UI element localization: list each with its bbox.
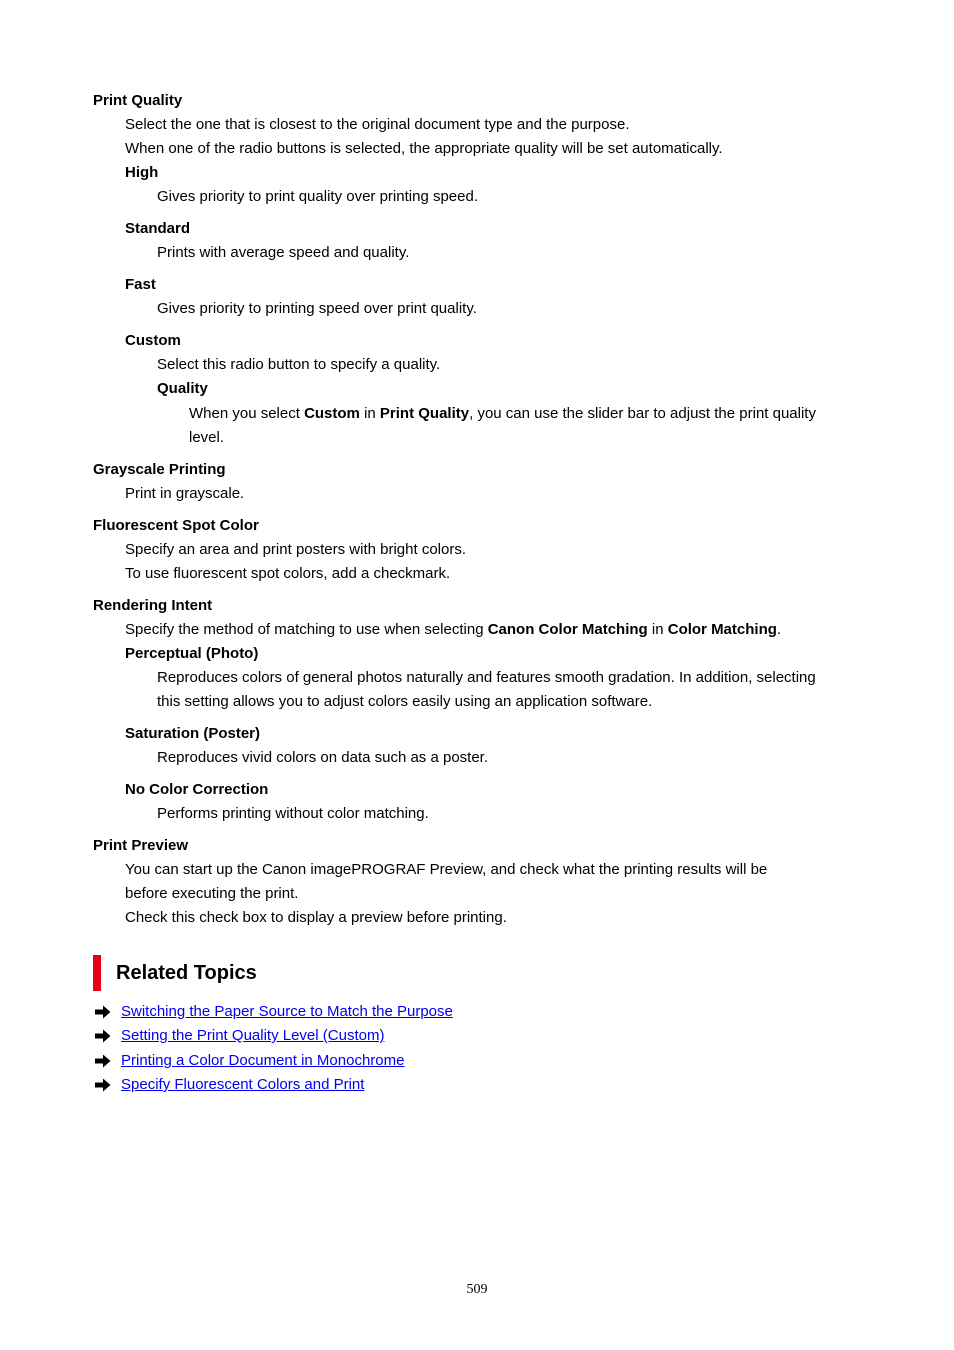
arrow-right-icon — [95, 1029, 111, 1043]
rendering-intent-heading: Rendering Intent — [93, 597, 213, 614]
high-desc: Gives priority to print quality over printing speed. — [157, 188, 478, 205]
high-label: High — [125, 164, 159, 181]
arrow-right-icon — [95, 1005, 111, 1019]
print-preview-heading: Print Preview — [93, 837, 189, 854]
related-topics-title: Related Topics — [116, 962, 257, 984]
quality-desc-line-2: level. — [189, 429, 225, 446]
grayscale-heading: Grayscale Printing — [93, 461, 226, 478]
print-preview-desc-1: You can start up the Canon imagePROGRAF Preview, and check what the printing results will be — [125, 861, 768, 878]
print-quality-heading: Print Quality — [93, 92, 183, 109]
fluorescent-desc-2: To use fluorescent spot colors, add a checkmark. — [125, 565, 451, 582]
related-link-monochrome[interactable]: Printing a Color Document in Monochrome — [121, 1052, 405, 1069]
standard-desc: Prints with average speed and quality. — [157, 244, 410, 261]
rendering-intent-desc: Specify the method of matching to use when selecting Canon Color Matching in Color Matching. — [125, 621, 782, 638]
page-number: 509 — [466, 1282, 488, 1297]
fast-label: Fast — [125, 276, 156, 293]
grayscale-desc: Print in grayscale. — [125, 485, 245, 502]
custom-label: Custom — [125, 332, 181, 349]
related-link-print-quality-level[interactable]: Setting the Print Quality Level (Custom) — [121, 1027, 385, 1044]
perceptual-desc-1: Reproduces colors of general photos naturally and features smooth gradation. In addition, selecting — [157, 669, 816, 686]
fluorescent-heading: Fluorescent Spot Color — [93, 517, 259, 534]
print-quality-desc-2: When one of the radio buttons is selected, the appropriate quality will be set automatically. — [125, 140, 723, 157]
quality-label: Quality — [157, 380, 208, 397]
fast-desc: Gives priority to printing speed over print quality. — [157, 300, 477, 317]
no-color-correction-label: No Color Correction — [125, 781, 269, 798]
related-link-fluorescent-colors[interactable]: Specify Fluorescent Colors and Print — [121, 1076, 365, 1093]
arrow-right-icon — [95, 1078, 111, 1092]
print-preview-desc-3: Check this check box to display a preview before printing. — [125, 909, 507, 926]
standard-label: Standard — [125, 220, 191, 237]
related-link-paper-source[interactable]: Switching the Paper Source to Match the Purpose — [121, 1003, 453, 1020]
saturation-desc: Reproduces vivid colors on data such as a poster. — [157, 749, 489, 766]
print-quality-desc-1: Select the one that is closest to the original document type and the purpose. — [125, 116, 630, 133]
saturation-label: Saturation (Poster) — [125, 725, 261, 742]
arrow-right-icon — [95, 1054, 111, 1068]
fluorescent-desc-1: Specify an area and print posters with bright colors. — [125, 541, 467, 558]
no-color-correction-desc: Performs printing without color matching. — [157, 805, 429, 822]
perceptual-label: Perceptual (Photo) — [125, 645, 259, 662]
quality-desc: When you select Custom in Print Quality, you can use the slider bar to adjust the print quality — [189, 405, 816, 422]
related-topics-accent-bar — [93, 955, 101, 991]
perceptual-desc-2: this setting allows you to adjust colors easily using an application software. — [157, 693, 653, 710]
print-preview-desc-2: before executing the print. — [125, 885, 299, 902]
custom-desc: Select this radio button to specify a quality. — [157, 356, 441, 373]
